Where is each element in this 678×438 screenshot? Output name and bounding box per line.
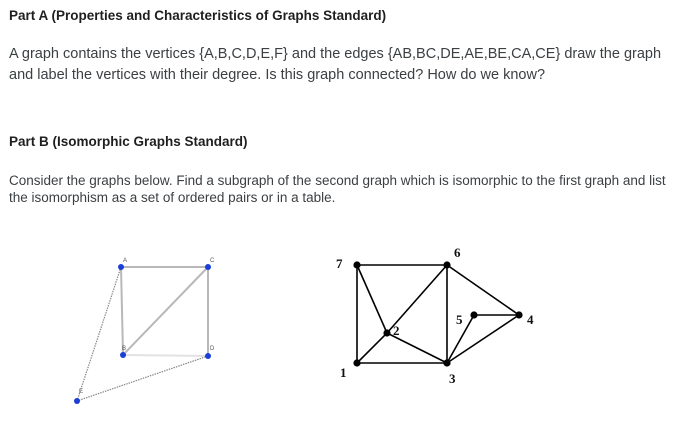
edge-de [77,356,208,401]
part-a-heading: Part A (Properties and Characteristics of Graphs Standard) [9,8,387,23]
label-c: C [210,258,215,264]
label-3: 3 [449,371,456,386]
label-e: E [79,389,84,395]
label-a: A [123,258,128,264]
graph-1 [74,258,215,404]
vertex-4 [515,311,522,318]
vertex-b [120,352,126,358]
vertex-d [205,353,211,359]
vertex-2 [383,329,390,336]
vertex-5 [470,311,477,318]
label-7: 7 [336,256,343,271]
label-4: 4 [527,312,534,327]
vertex-3 [443,359,450,366]
label-2: 2 [393,323,400,338]
vertex-c [205,264,211,270]
vertex-6 [443,261,450,268]
vertex-a [118,264,124,270]
graph-2 [357,265,519,363]
edge-ae [77,267,121,401]
label-b: B [122,346,127,352]
part-b-text: Consider the graphs below. Find a subgraph of the second graph which is isomorphic to the first graph and list the isomorphism as a set of ordered pairs or in a table. [9,173,666,205]
part-b-heading: Part B (Isomorphic Graphs Standard) [9,134,248,149]
label-5: 5 [456,312,463,327]
label-d: D [210,346,215,352]
label-1: 1 [340,365,347,380]
edge-7-2 [357,265,387,333]
label-6: 6 [454,245,461,260]
edge-ab [121,267,123,355]
vertex-1 [353,359,360,366]
part-a-text: A graph contains the vertices {A,B,C,D,E,F} and the edges {AB,BC,DE,AE,BE,CA,CE} draw the graph and label the vertices with their degree. Is this graph connected? How do we know? [9,46,662,83]
edge-bd [123,355,208,356]
edge-1-2 [357,333,387,363]
edge-bc [123,267,208,355]
edge-6-4 [447,265,519,315]
vertex-7 [353,261,360,268]
vertex-e [74,398,80,404]
